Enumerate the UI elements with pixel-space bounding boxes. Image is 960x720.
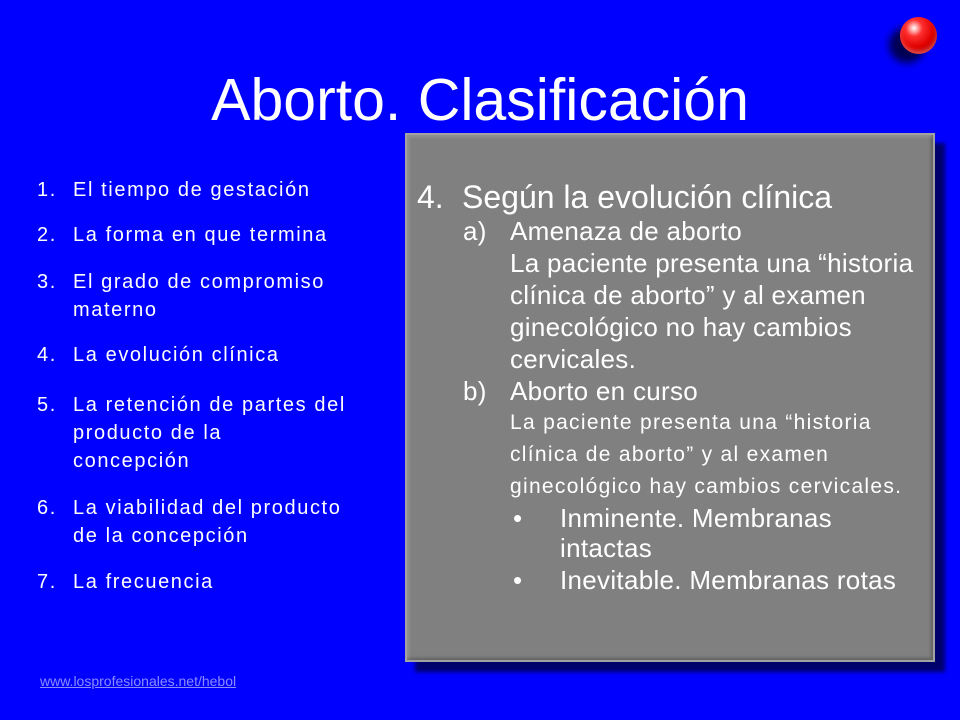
bullet-line: Inevitable. Membranas rotas	[560, 565, 897, 595]
panel-item-marker: a)	[463, 216, 487, 246]
panel-item-abortion-in-progress	[463, 375, 902, 595]
list-item-line: producto de la	[73, 422, 223, 444]
panel-heading-number: 4.	[417, 179, 444, 215]
list-item-text	[73, 494, 341, 550]
list-item-number: 1.	[37, 179, 57, 201]
list-item	[37, 568, 214, 596]
bullet-text	[560, 565, 896, 595]
list-item	[37, 341, 280, 369]
list-item-line: El grado de compromiso	[73, 271, 325, 293]
bullet-line: Inminente. Membranas	[560, 503, 832, 533]
red-ball-icon	[900, 17, 937, 54]
list-item-text	[73, 176, 311, 204]
list-item-text	[73, 568, 214, 596]
list-item-text	[73, 391, 346, 475]
panel-item-body	[510, 375, 902, 595]
bullet-item	[510, 503, 902, 563]
detail-panel	[405, 133, 935, 662]
bullet-text	[560, 503, 832, 563]
list-item-line: materno	[73, 299, 158, 321]
panel-item-description-line: cervicales.	[510, 344, 637, 374]
bullet-icon: •	[513, 565, 523, 595]
panel-item-threatened-abortion	[463, 215, 913, 375]
panel-heading	[417, 178, 832, 216]
bullet-item	[510, 565, 902, 595]
list-item-line: La frecuencia	[73, 571, 214, 593]
list-item-text	[73, 341, 280, 369]
classification-criteria-list	[0, 0, 400, 720]
list-item-line: concepción	[73, 450, 191, 472]
footer-website-link[interactable]: www.losprofesionales.net/hebol	[40, 673, 237, 689]
bullet-line: intactas	[560, 533, 653, 563]
list-item-number: 4.	[37, 344, 57, 366]
list-item-number: 2.	[37, 224, 57, 246]
bullet-icon: •	[513, 503, 523, 533]
panel-item-title: Aborto en curso	[510, 376, 699, 406]
panel-item-description-line: clínica de aborto” y al examen	[510, 280, 866, 310]
list-item	[37, 268, 325, 324]
list-item-number: 6.	[37, 497, 57, 519]
list-item	[37, 176, 311, 204]
list-item-line: de la concepción	[73, 525, 249, 547]
slide-title: Aborto. Clasificación	[211, 67, 749, 133]
list-item-number: 7.	[37, 571, 57, 593]
list-item-number: 5.	[37, 394, 57, 416]
panel-item-body	[510, 215, 913, 375]
panel-item-title: Amenaza de aborto	[510, 216, 743, 246]
panel-item-description-line: clínica de aborto” y al examen	[510, 443, 830, 466]
list-item	[37, 494, 341, 550]
list-item-number: 3.	[37, 271, 57, 293]
list-item-text	[73, 268, 325, 324]
list-item-text	[73, 221, 328, 249]
panel-item-description-line: ginecológico no hay cambios	[510, 312, 852, 342]
panel-heading-text: Según la evolución clínica	[462, 179, 833, 215]
list-item	[37, 221, 328, 249]
panel-item-marker: b)	[463, 376, 487, 406]
list-item-line: La forma en que termina	[73, 224, 328, 246]
list-item-line: La retención de partes del	[73, 394, 346, 416]
panel-item-description-line: ginecológico hay cambios cervicales.	[510, 475, 903, 498]
panel-item-description-line: La paciente presenta una “historia	[510, 248, 914, 278]
list-item-line: El tiempo de gestación	[73, 179, 311, 201]
list-item-line: La evolución clínica	[73, 344, 280, 366]
panel-item-description-line: La paciente presenta una “historia	[510, 411, 872, 434]
list-item	[37, 391, 346, 475]
list-item-line: La viabilidad del producto	[73, 497, 342, 519]
